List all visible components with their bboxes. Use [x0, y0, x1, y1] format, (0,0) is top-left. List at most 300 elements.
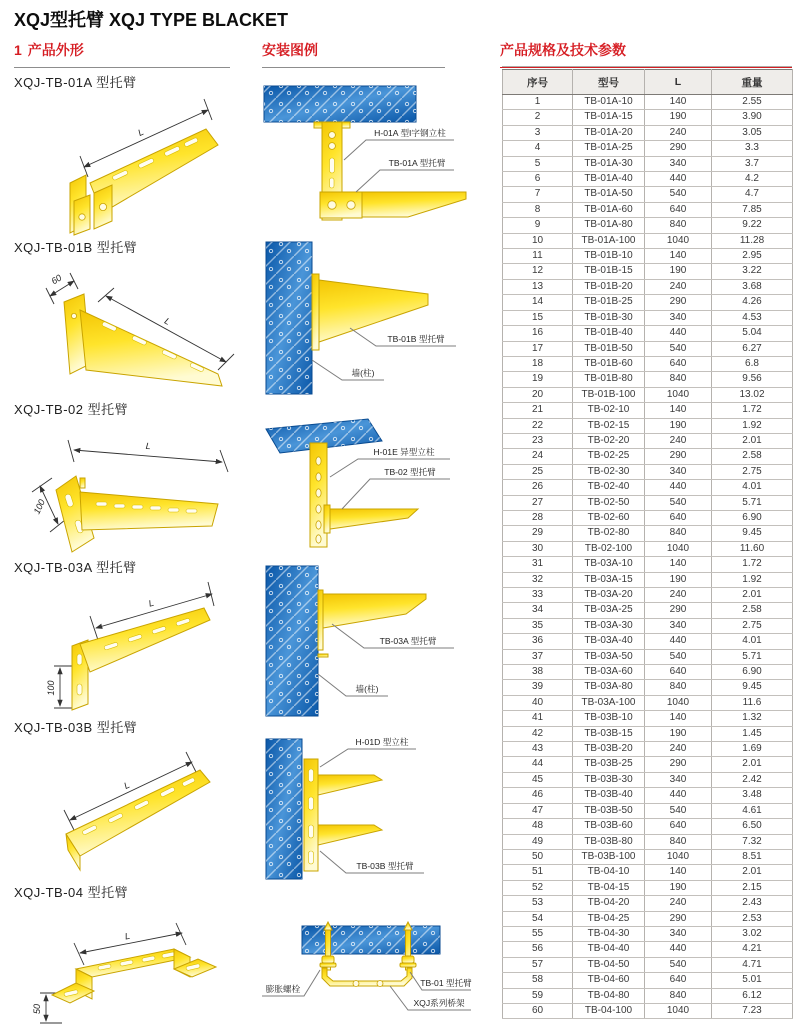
install-block-tb-04 — [258, 920, 473, 1025]
table-cell: 45 — [503, 772, 573, 787]
table-cell: 4.71 — [712, 957, 793, 972]
table-cell: TB-01A-60 — [573, 202, 645, 217]
table-cell: 5.01 — [712, 973, 793, 988]
product-label: XQJ-TB-01A 型托臂 — [14, 75, 137, 90]
table-cell: 240 — [645, 742, 712, 757]
table-cell: 5.71 — [712, 495, 793, 510]
section-number: 1 — [14, 42, 22, 58]
svg-text:TB-03A 型托臂: TB-03A 型托臂 — [379, 636, 437, 646]
table-row — [503, 541, 793, 556]
table-cell: 9.45 — [712, 680, 793, 695]
table-row — [503, 341, 793, 356]
table-cell: 290 — [645, 141, 712, 156]
product-label: XQJ-TB-04 型托臂 — [14, 885, 129, 900]
table-cell: 47 — [503, 803, 573, 818]
svg-text:H-01D 型立柱: H-01D 型立柱 — [355, 737, 409, 747]
table-row — [503, 973, 793, 988]
table-cell: 290 — [645, 295, 712, 310]
spec-table-body — [503, 95, 793, 1019]
table-cell: TB-03A-20 — [573, 588, 645, 603]
table-cell: 840 — [645, 834, 712, 849]
table-cell: TB-04-50 — [573, 957, 645, 972]
table-cell: 640 — [645, 202, 712, 217]
table-cell: TB-04-20 — [573, 896, 645, 911]
table-row — [503, 588, 793, 603]
table-cell: 290 — [645, 757, 712, 772]
table-cell: 28 — [503, 510, 573, 525]
table-row — [503, 526, 793, 541]
table-cell: 24 — [503, 449, 573, 464]
table-cell: 3.02 — [712, 926, 793, 941]
table-row — [503, 572, 793, 587]
table-cell: 2.01 — [712, 588, 793, 603]
table-cell: 9.22 — [712, 218, 793, 233]
cable-tray-bracket — [322, 968, 412, 986]
table-cell: 34 — [503, 603, 573, 618]
table-row — [503, 356, 793, 371]
table-cell: TB-03A-80 — [573, 680, 645, 695]
table-row — [503, 295, 793, 310]
install-block-tb-02 — [258, 415, 473, 555]
table-cell: 190 — [645, 572, 712, 587]
table-cell: 12 — [503, 264, 573, 279]
table-cell: 4 — [503, 141, 573, 156]
bracket-arm — [323, 594, 426, 628]
table-cell: 840 — [645, 988, 712, 1003]
svg-text:60: 60 — [49, 272, 64, 287]
table-cell: 10 — [503, 233, 573, 248]
table-cell: 19 — [503, 372, 573, 387]
table-cell: 140 — [645, 403, 712, 418]
table-cell: TB-01B-60 — [573, 356, 645, 371]
table-cell: TB-03B-25 — [573, 757, 645, 772]
table-cell: TB-03A-40 — [573, 634, 645, 649]
table-cell: 48 — [503, 819, 573, 834]
table-cell: 1.69 — [712, 742, 793, 757]
svg-text:TB-01A 型托臂: TB-01A 型托臂 — [388, 158, 446, 168]
table-cell: 6.8 — [712, 356, 793, 371]
table-cell: 40 — [503, 695, 573, 710]
section-title-product-appearance: 1 产品外形 — [14, 40, 230, 68]
table-cell: TB-01A-100 — [573, 233, 645, 248]
table-cell: TB-03A-15 — [573, 572, 645, 587]
table-cell: 840 — [645, 680, 712, 695]
table-cell: TB-03B-50 — [573, 803, 645, 818]
table-cell: TB-04-60 — [573, 973, 645, 988]
table-cell: 140 — [645, 865, 712, 880]
callout-bracket — [356, 157, 454, 192]
table-cell: TB-01A-10 — [573, 95, 645, 110]
product-label: XQJ-TB-03B 型托臂 — [14, 720, 138, 735]
table-row — [503, 665, 793, 680]
table-row — [503, 310, 793, 325]
table-cell: 44 — [503, 757, 573, 772]
table-cell: TB-03A-100 — [573, 695, 645, 710]
table-cell: 140 — [645, 711, 712, 726]
svg-text:墙(柱): 墙(柱) — [355, 684, 379, 694]
table-cell: 340 — [645, 156, 712, 171]
table-cell: 4.2 — [712, 172, 793, 187]
bracket-arm — [330, 509, 418, 529]
product-block-tb-02 — [14, 399, 236, 555]
table-row — [503, 726, 793, 741]
table-cell: 2.42 — [712, 772, 793, 787]
table-cell: 2.58 — [712, 603, 793, 618]
table-row — [503, 957, 793, 972]
table-cell: TB-04-25 — [573, 911, 645, 926]
table-row — [503, 141, 793, 156]
table-row — [503, 464, 793, 479]
table-cell: TB-02-15 — [573, 418, 645, 433]
spec-table-wrap — [502, 66, 792, 1019]
table-cell: 26 — [503, 480, 573, 495]
table-cell: TB-03A-50 — [573, 649, 645, 664]
callout-bracket — [332, 624, 454, 648]
table-row — [503, 649, 793, 664]
table-cell: 240 — [645, 125, 712, 140]
table-cell: 6.50 — [712, 819, 793, 834]
table-cell: 11 — [503, 249, 573, 264]
table-cell: 1040 — [645, 849, 712, 864]
table-cell: 30 — [503, 541, 573, 556]
table-cell: 9 — [503, 218, 573, 233]
svg-text:100: 100 — [46, 680, 56, 696]
table-cell: 51 — [503, 865, 573, 880]
table-row — [503, 403, 793, 418]
table-cell: 46 — [503, 788, 573, 803]
table-cell: 21 — [503, 403, 573, 418]
table-cell: 22 — [503, 418, 573, 433]
table-cell: TB-02-20 — [573, 433, 645, 448]
table-cell: 440 — [645, 942, 712, 957]
table-cell: 840 — [645, 218, 712, 233]
table-cell: 440 — [645, 788, 712, 803]
table-row — [503, 156, 793, 171]
table-cell: TB-01A-30 — [573, 156, 645, 171]
table-cell: 14 — [503, 295, 573, 310]
table-row — [503, 603, 793, 618]
table-cell: 5 — [503, 156, 573, 171]
table-cell: TB-04-30 — [573, 926, 645, 941]
table-cell: 15 — [503, 310, 573, 325]
table-cell: 27 — [503, 495, 573, 510]
table-cell: 25 — [503, 464, 573, 479]
table-cell: 6 — [503, 172, 573, 187]
section-title-installation: 安装图例 — [262, 40, 445, 68]
mount-plate — [318, 590, 323, 650]
callout-bracket — [350, 328, 456, 346]
table-cell: 2.43 — [712, 896, 793, 911]
table-cell: TB-01B-80 — [573, 372, 645, 387]
table-cell: TB-02-30 — [573, 464, 645, 479]
col-header-model: 型号 — [573, 70, 645, 95]
table-cell: 2.75 — [712, 464, 793, 479]
table-cell: 13 — [503, 279, 573, 294]
table-row — [503, 849, 793, 864]
table-cell: 640 — [645, 665, 712, 680]
table-row — [503, 988, 793, 1003]
callout-bracket — [342, 466, 450, 509]
table-row — [503, 680, 793, 695]
svg-text:L: L — [145, 440, 152, 452]
table-cell: TB-01B-20 — [573, 279, 645, 294]
product-block-tb-03a — [14, 557, 236, 716]
table-row — [503, 896, 793, 911]
table-cell: 6.12 — [712, 988, 793, 1003]
svg-text:L: L — [162, 315, 173, 327]
table-cell: 16 — [503, 326, 573, 341]
spec-table — [502, 69, 793, 1019]
table-cell: 2.55 — [712, 95, 793, 110]
table-cell: 1.45 — [712, 726, 793, 741]
table-cell: 2.01 — [712, 757, 793, 772]
table-cell: TB-03A-30 — [573, 618, 645, 633]
table-cell: 140 — [645, 249, 712, 264]
table-cell: TB-02-100 — [573, 541, 645, 556]
table-cell: 240 — [645, 896, 712, 911]
table-cell: 1040 — [645, 233, 712, 248]
table-cell: 1.32 — [712, 711, 793, 726]
svg-text:100: 100 — [31, 497, 47, 516]
install-diagram-tb-01b-icon — [258, 238, 473, 400]
product-block-tb-03b — [14, 717, 236, 880]
svg-text:L: L — [136, 126, 146, 138]
table-cell: TB-01A-80 — [573, 218, 645, 233]
product-diagram-tb-03a-icon — [14, 578, 236, 716]
table-cell: 11.6 — [712, 695, 793, 710]
table-cell: 32 — [503, 572, 573, 587]
table-cell: 2.01 — [712, 433, 793, 448]
table-row — [503, 187, 793, 202]
table-row — [503, 819, 793, 834]
table-cell: 640 — [645, 356, 712, 371]
callout-bracket — [320, 851, 424, 873]
table-row — [503, 865, 793, 880]
table-cell: 540 — [645, 341, 712, 356]
table-cell: TB-01A-20 — [573, 125, 645, 140]
table-cell: 5.71 — [712, 649, 793, 664]
table-cell: TB-02-50 — [573, 495, 645, 510]
table-cell: TB-02-60 — [573, 510, 645, 525]
install-diagram-tb-03a-icon — [258, 562, 473, 720]
table-cell: TB-03B-20 — [573, 742, 645, 757]
table-cell: TB-03B-80 — [573, 834, 645, 849]
table-cell: 840 — [645, 372, 712, 387]
svg-text:H-01A 型I字钢立柱: H-01A 型I字钢立柱 — [374, 128, 446, 138]
table-cell: TB-04-80 — [573, 988, 645, 1003]
table-row — [503, 742, 793, 757]
table-cell: 240 — [645, 433, 712, 448]
svg-text:50: 50 — [32, 1003, 42, 1015]
table-cell: TB-01B-30 — [573, 310, 645, 325]
table-row — [503, 110, 793, 125]
table-cell: 1040 — [645, 695, 712, 710]
install-block-tb-03b — [258, 725, 473, 885]
table-cell: 60 — [503, 1003, 573, 1018]
product-diagram-tb-02-icon — [14, 420, 236, 555]
table-cell: 2.01 — [712, 865, 793, 880]
table-row — [503, 911, 793, 926]
table-cell: TB-01A-15 — [573, 110, 645, 125]
table-cell: TB-01B-50 — [573, 341, 645, 356]
table-cell: TB-01B-10 — [573, 249, 645, 264]
table-cell: 840 — [645, 526, 712, 541]
table-cell: 2.95 — [712, 249, 793, 264]
table-cell: TB-02-25 — [573, 449, 645, 464]
table-cell: 1.72 — [712, 557, 793, 572]
table-cell: 190 — [645, 418, 712, 433]
table-cell: 2.58 — [712, 449, 793, 464]
svg-text:墙(柱): 墙(柱) — [351, 368, 375, 378]
table-cell: 42 — [503, 726, 573, 741]
table-cell: 1.92 — [712, 418, 793, 433]
table-cell: 59 — [503, 988, 573, 1003]
table-row — [503, 172, 793, 187]
bracket-arm — [80, 608, 210, 672]
table-row — [503, 772, 793, 787]
table-cell: 2.75 — [712, 618, 793, 633]
bracket-arm-lower — [318, 825, 382, 845]
table-cell: TB-03B-40 — [573, 788, 645, 803]
table-cell: 540 — [645, 649, 712, 664]
table-cell: TB-01A-25 — [573, 141, 645, 156]
table-cell: TB-03A-10 — [573, 557, 645, 572]
product-block-tb-01b — [14, 237, 236, 398]
table-cell: 4.26 — [712, 295, 793, 310]
table-row — [503, 711, 793, 726]
page-title: XQJ型托臂 XQJ TYPE BLACKET — [14, 10, 289, 30]
callout-expansion-bolt — [262, 970, 320, 996]
table-row — [503, 433, 793, 448]
joint-plate — [320, 192, 362, 218]
table-cell: 190 — [645, 110, 712, 125]
col-header-length: L — [645, 70, 712, 95]
product-block-tb-04 — [14, 882, 236, 1028]
table-cell: 39 — [503, 680, 573, 695]
table-cell: 6.90 — [712, 665, 793, 680]
table-cell: TB-01B-100 — [573, 387, 645, 402]
table-row — [503, 495, 793, 510]
table-cell: 340 — [645, 772, 712, 787]
bracket-arm — [360, 192, 466, 217]
table-cell: 23 — [503, 433, 573, 448]
table-row — [503, 510, 793, 525]
table-row — [503, 634, 793, 649]
table-cell: 54 — [503, 911, 573, 926]
product-block-tb-01a — [14, 72, 236, 238]
table-cell: 2.53 — [712, 911, 793, 926]
table-row — [503, 326, 793, 341]
table-cell: 540 — [645, 803, 712, 818]
install-diagram-tb-04-icon — [258, 920, 473, 1025]
product-label: XQJ-TB-03A 型托臂 — [14, 560, 137, 575]
table-cell: 7 — [503, 187, 573, 202]
table-cell: 2 — [503, 110, 573, 125]
table-header-row — [503, 70, 793, 95]
table-cell: TB-02-10 — [573, 403, 645, 418]
table-row — [503, 418, 793, 433]
table-row — [503, 618, 793, 633]
table-cell: 1040 — [645, 387, 712, 402]
dimension-l — [68, 440, 228, 472]
table-cell: 52 — [503, 880, 573, 895]
table-cell: 6.27 — [712, 341, 793, 356]
table-cell: 20 — [503, 387, 573, 402]
table-cell: 5.04 — [712, 326, 793, 341]
table-cell: 49 — [503, 834, 573, 849]
table-cell: 3.22 — [712, 264, 793, 279]
table-cell: TB-01A-50 — [573, 187, 645, 202]
table-row — [503, 803, 793, 818]
table-cell: 3.48 — [712, 788, 793, 803]
svg-text:L: L — [147, 597, 155, 609]
table-cell: 190 — [645, 726, 712, 741]
table-cell: 3.05 — [712, 125, 793, 140]
section-title-specs: 产品规格及技术参数 — [500, 40, 792, 68]
table-cell: 340 — [645, 464, 712, 479]
table-cell: 31 — [503, 557, 573, 572]
table-cell: 540 — [645, 495, 712, 510]
bracket-arm — [319, 280, 428, 342]
table-cell: 4.61 — [712, 803, 793, 818]
table-cell: TB-03B-30 — [573, 772, 645, 787]
table-cell: 17 — [503, 341, 573, 356]
table-cell: TB-02-80 — [573, 526, 645, 541]
table-row — [503, 372, 793, 387]
table-cell: 440 — [645, 326, 712, 341]
table-cell: TB-04-10 — [573, 865, 645, 880]
install-diagram-tb-02-icon — [258, 415, 473, 555]
table-cell: 340 — [645, 926, 712, 941]
table-cell: TB-01B-25 — [573, 295, 645, 310]
table-cell: TB-01B-40 — [573, 326, 645, 341]
table-cell: 640 — [645, 819, 712, 834]
table-row — [503, 202, 793, 217]
table-cell: 8 — [503, 202, 573, 217]
table-cell: 440 — [645, 172, 712, 187]
table-cell: 1 — [503, 95, 573, 110]
table-row — [503, 788, 793, 803]
table-cell: 7.85 — [712, 202, 793, 217]
joint-plate — [324, 505, 330, 533]
table-cell: TB-04-100 — [573, 1003, 645, 1018]
mount-plate — [312, 274, 319, 350]
product-diagram-tb-04-icon — [14, 903, 236, 1028]
install-block-tb-01a — [258, 80, 473, 235]
table-cell: 8.51 — [712, 849, 793, 864]
table-row — [503, 233, 793, 248]
product-diagram-tb-01a-icon — [14, 93, 236, 238]
svg-text:TB-01 型托臂: TB-01 型托臂 — [420, 978, 472, 988]
product-label: XQJ-TB-01B 型托臂 — [14, 240, 138, 255]
install-diagram-tb-03b-icon — [258, 725, 473, 885]
bracket-arm-upper — [318, 775, 382, 795]
table-cell: 3.3 — [712, 141, 793, 156]
table-cell: 1.72 — [712, 403, 793, 418]
table-cell: 2.15 — [712, 880, 793, 895]
table-row — [503, 249, 793, 264]
table-row — [503, 757, 793, 772]
svg-text:膨胀螺栓: 膨胀螺栓 — [265, 984, 301, 994]
table-cell: 140 — [645, 95, 712, 110]
table-cell: 3.68 — [712, 279, 793, 294]
table-cell: 4.7 — [712, 187, 793, 202]
svg-text:TB-03B 型托臂: TB-03B 型托臂 — [356, 861, 414, 871]
svg-text:L: L — [122, 779, 132, 791]
table-cell: 540 — [645, 187, 712, 202]
table-cell: 290 — [645, 449, 712, 464]
product-diagram-tb-03b-icon — [14, 738, 236, 880]
